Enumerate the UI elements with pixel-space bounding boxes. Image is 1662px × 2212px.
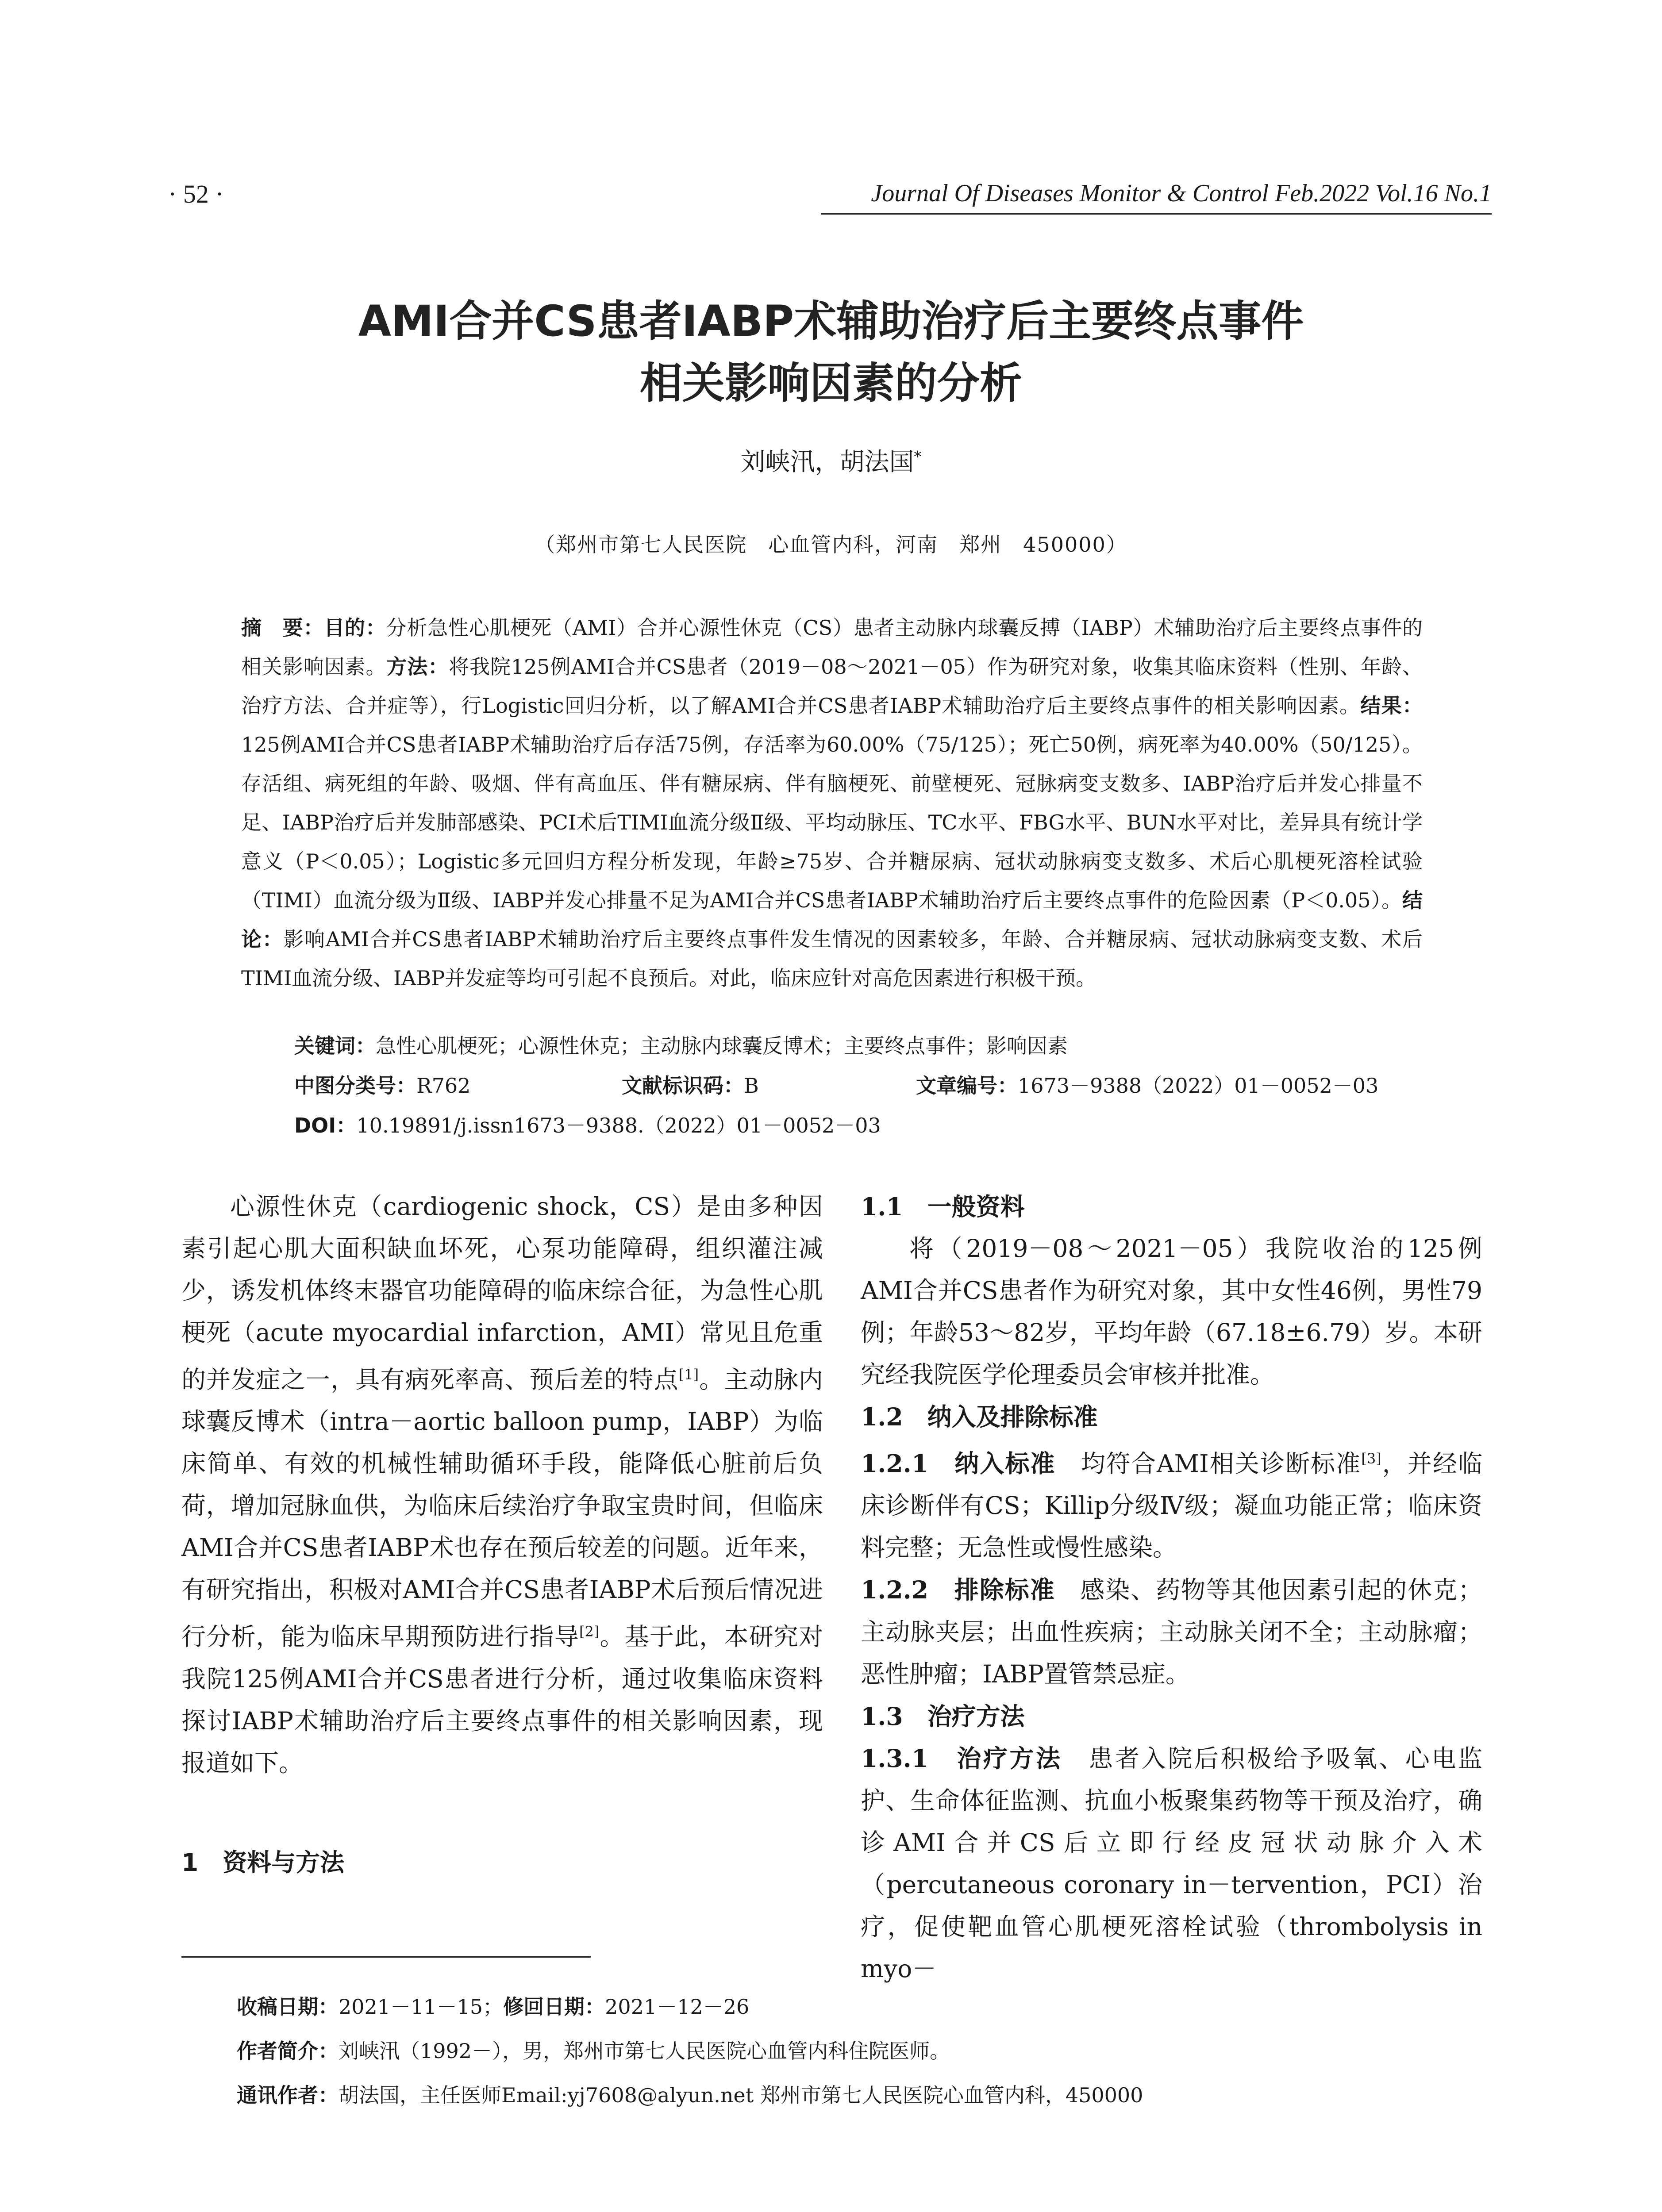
clc-label: 中图分类号： <box>294 1074 416 1098</box>
document-code <box>622 1070 759 1099</box>
abstract-conclusion: 影响AMI合并CS患者IABP术辅助治疗后主要终点事件发生情况的因素较多，年龄、合并糖尿病、冠状动脉病变支数、术后TIMI血流分级、IABP并发症等均可引起不良预后。对此，临床应针对高危因素进行积极干预。 <box>241 927 1423 990</box>
treatment-method <box>861 1737 1482 1990</box>
intro-text-b: 。主动脉内球囊反博术（intra－aortic balloon pump，IABP）为临床简单、有效的机械性辅助循环手段，能降低心脏前后负荷，增加冠脉血供，为临床后续治疗争取宝贵时间，但临床AMI合并CS患者IABP术也存在预后较差的问题。近年来，有研究指出，积极对AMI合并CS患者IABP术后预后情况进行分析，能为临床早期预防进行指导 <box>181 1365 823 1651</box>
citation-1: [1] <box>678 1366 699 1383</box>
section-heading-1-2: 1.2 纳入及排除标准 <box>861 1402 1098 1431</box>
clc-number <box>294 1074 470 1098</box>
corresponding-value: 胡法国，主任医师Email:yj7608@alyun.net 郑州市第七人民医院心血管内科，450000 <box>339 2083 1143 2107</box>
abstract-objective: 分析急性心肌梗死（AMI）合并心源性休克（CS）患者主动脉内球囊反搏（IABP）术辅助治疗后主要终点事件的相关影响因素。 <box>241 616 1423 679</box>
keywords-label: 关键词： <box>294 1034 376 1058</box>
article-number-value: 1673－9388（2022）01－0052－03 <box>1018 1074 1379 1098</box>
corresponding-label: 通讯作者： <box>237 2083 339 2107</box>
article-number-label: 文章编号： <box>916 1074 1018 1098</box>
abstract-methods: 将我院125例AMI合并CS患者（2019－08～2021－05）作为研究对象，收集其临床资料（性别、年龄、治疗方法、合并症等），行Logistic回归分析，以了解AMI合并CS患者IABP术辅助治疗后主要终点事件的相关影响因素。 <box>241 655 1423 718</box>
received-label: 收稿日期： <box>237 1995 339 2019</box>
inclusion-criteria-label: 1.2.1 纳入标准 <box>861 1449 1056 1478</box>
abstract-label: 摘 要： <box>241 616 324 640</box>
author-list <box>0 442 1662 478</box>
footnote-dates <box>237 1991 749 2020</box>
footnote-corresponding <box>237 2079 1143 2108</box>
footnote-author-bio <box>237 2035 950 2064</box>
article-number <box>916 1070 1378 1099</box>
abstract <box>241 608 1423 998</box>
section-heading-1-3: 1.3 治疗方法 <box>861 1702 1025 1731</box>
intro-paragraph <box>181 1186 823 1784</box>
objective-label: 目的： <box>324 616 386 640</box>
right-column <box>861 1186 1482 1990</box>
exclusion-criteria-label: 1.2.2 排除标准 <box>861 1575 1055 1605</box>
revised-value: 2021－12－26 <box>605 1995 750 2019</box>
corresponding-mark: * <box>914 448 922 466</box>
inclusion-criteria <box>861 1438 1482 1569</box>
left-column <box>181 1186 823 1884</box>
section-heading-1-1: 1.1 一般资料 <box>861 1192 1025 1221</box>
article-title-line2: 相关影响因素的分析 <box>640 358 1022 408</box>
citation-3: [3] <box>1361 1450 1381 1467</box>
citation-2: [2] <box>579 1623 600 1640</box>
journal-running-header: Journal Of Diseases Monitor & Control Feb.2022 Vol.16 No.1 <box>871 180 1492 207</box>
article-title-line1: AMI合并CS患者IABP术辅助治疗后主要终点事件 <box>358 296 1304 346</box>
doc-code-label: 文献标识码： <box>622 1074 744 1098</box>
classification-row <box>294 1070 1379 1099</box>
exclusion-text: 感染、药物等其他因素引起的休克；主动脉夹层；出血性疾病；主动脉关闭不全；主动脉瘤；恶性肿瘤；IABP置管禁忌症。 <box>861 1576 1482 1689</box>
methods-label: 方法： <box>386 655 449 679</box>
affiliation: （郑州市第七人民医院 心血管内科，河南 郑州 450000） <box>535 533 1127 557</box>
treatment-method-label: 1.3.1 治疗方法 <box>861 1744 1062 1773</box>
treatment-method-text: 患者入院后积极给予吸氧、心电监护、生命体征监测、抗血小板聚集药物等干预及治疗，确诊AMI合并CS后立即行经皮冠状动脉介入术（percutaneous coronary in－tervention，PCI）治疗，促使靶血管心肌梗死溶栓试验（thrombolysis in myo－ <box>861 1744 1482 1983</box>
inclusion-text-b: ，并经临床诊断伴有CS；Killip分级Ⅳ级；凝血功能正常；临床资料完整；无急性或慢性感染。 <box>861 1449 1482 1562</box>
doi-label: DOI： <box>294 1114 357 1137</box>
conclusion-label: 结论： <box>241 888 1423 951</box>
doc-code-value: B <box>744 1074 759 1098</box>
footnote-rule <box>181 1956 591 1958</box>
author-names: 刘峡汛，胡法国 <box>740 448 914 476</box>
results-label: 结果： <box>1360 694 1423 718</box>
clc-value: R762 <box>416 1074 471 1098</box>
intro-text-c: 。基于此，本研究对我院125例AMI合并CS患者进行分析，通过收集临床资料探讨IABP术辅助治疗后主要终点事件的相关影响因素，现报道如下。 <box>181 1622 823 1777</box>
keywords-value: 急性心肌梗死；心源性休克；主动脉内球囊反博术；主要终点事件；影响因素 <box>376 1034 1068 1058</box>
doi-value: 10.19891/j.issn1673－9388.（2022）01－0052－03 <box>356 1114 881 1137</box>
general-info-paragraph: 将（2019－08～2021－05）我院收治的125例AMI合并CS患者作为研究对象，其中女性46例，男性79例；年龄53～82岁，平均年龄（67.18±6.79）岁。本研究经我院医学伦理委员会审核并批准。 <box>861 1234 1482 1389</box>
intro-text-a: 心源性休克（cardiogenic shock，CS）是由多种因素引起心肌大面积缺血坏死，心泵功能障碍，组织灌注减少，诱发机体终末器官功能障碍的临床综合征，为急性心肌梗死（acute myocardial infarction，AMI）常见且危重的并发症之一，具有病死率高、预后差的特点 <box>181 1192 823 1394</box>
keywords <box>294 1030 1068 1059</box>
doi <box>294 1110 881 1139</box>
exclusion-criteria <box>861 1569 1482 1695</box>
abstract-results: 125例AMI合并CS患者IABP术辅助治疗后存活75例，存活率为60.00%（75/125）；死亡50例，病死率为40.00%（50/125）。存活组、病死组的年龄、吸烟、伴有高血压、伴有糖尿病、伴有脑梗死、前壁梗死、冠脉病变支数多、IABP治疗后并发心排量不足、IABP治疗后并发肺部感染、PCI术后TIMI血流分级Ⅱ级、平均动脉压、TC水平、FBG水平、BUN水平对比，差异具有统计学意义（P＜0.05）；Logistic多元回归方程分析发现，年龄≥75岁、合并糖尿病、冠状动脉病变支数多、术后心肌梗死溶栓试验（TIMI）血流分级为Ⅱ级、IABP并发心排量不足为AMI合并CS患者IABP术辅助治疗后主要终点事件的危险因素（P＜0.05）。 <box>241 733 1423 912</box>
author-bio-label: 作者简介： <box>237 2039 339 2063</box>
revised-label: 修回日期： <box>503 1995 605 2019</box>
section-heading-1: 1 资料与方法 <box>181 1848 345 1877</box>
page-number: · 52 · <box>168 180 224 208</box>
author-bio-value: 刘峡汛（1992－），男，郑州市第七人民医院心血管内科住院医师。 <box>339 2039 950 2063</box>
inclusion-text-a: 均符合AMI相关诊断标准 <box>1055 1449 1362 1478</box>
received-value: 2021－11－15； <box>339 1995 504 2019</box>
header-rule <box>821 213 1492 215</box>
